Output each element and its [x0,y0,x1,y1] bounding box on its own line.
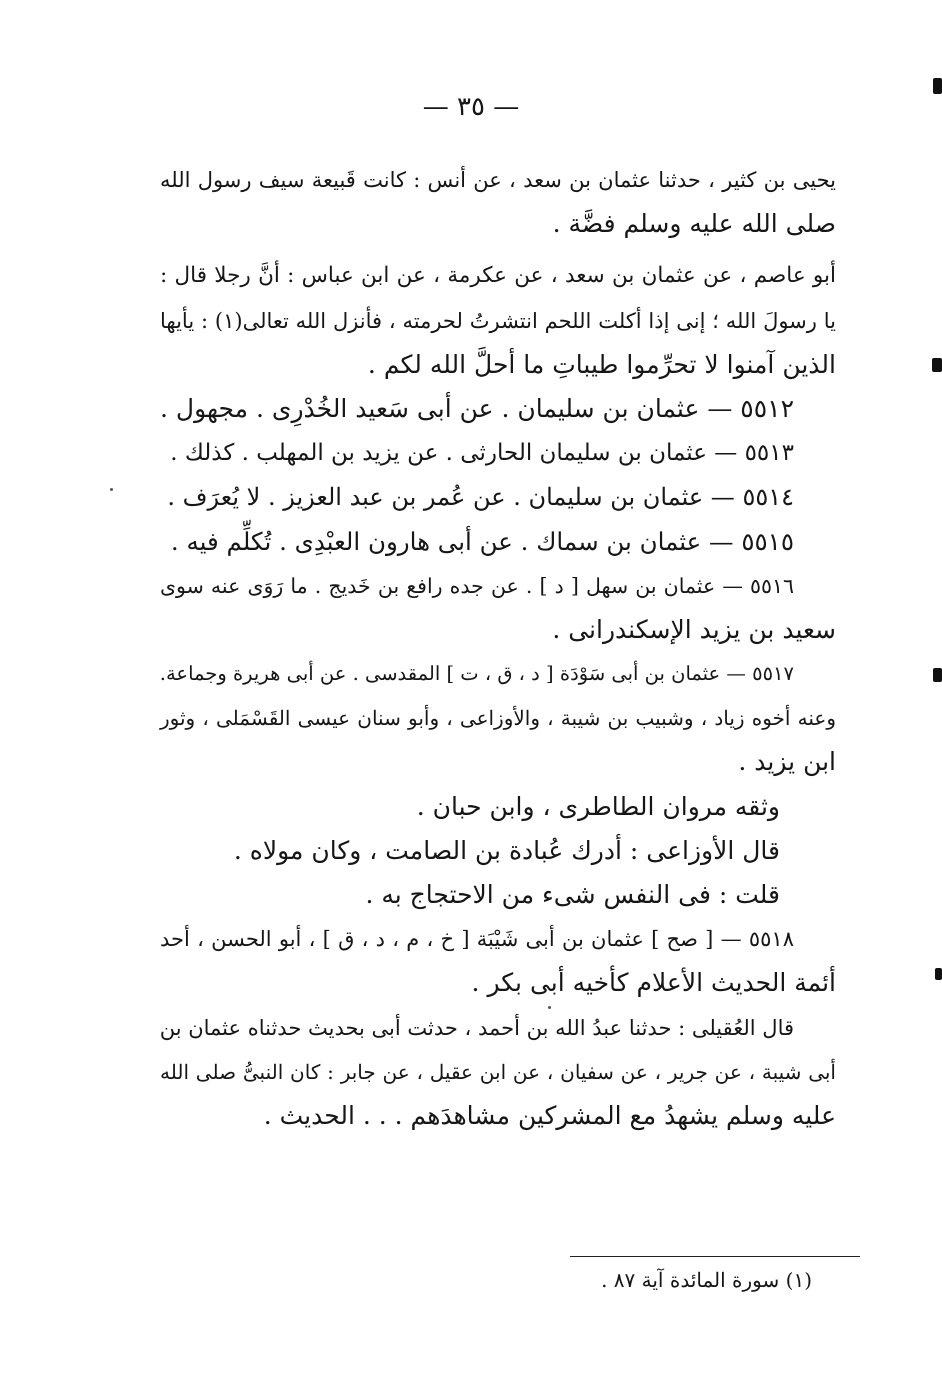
text-line: يحيى بن كثير ، حدثنا عثمان بن سعد ، عن أنس : كانت قَبيعة سيف رسول الله [160,168,836,192]
entry-5513: ٥٥١٣ — عثمان بن سليمان الحارثى . عن يزيد بن المهلب . كذلك . [170,440,794,467]
text-line: أبى شيبة ، عن جرير ، عن سفيان ، عن ابن عقيل ، عن جابر : كان النبىُّ صلى الله [160,1059,836,1084]
entry-5514: ٥٥١٤ — عثمان بن سليمان . عن عُمر بن عبد العزيز . لا يُعرَف . [167,483,794,512]
entry-5517: ٥٥١٧ — عثمان بن أبى سَوْدَة [ د ، ق ، ت ] المقدسى . عن أبى هريرة وجماعة. [159,662,794,686]
text-line: وثقه مروان الطاطرى ، وابن حبان . [416,791,780,821]
text-line: قلت : فى النفس شىء من الاحتجاج به . [365,880,780,909]
entry-5518: ٥٥١٨ — [ صح ] عثمان بن أبى شَيْبَة [ خ ، م ، د ، ق ] ، أبو الحسن ، أحد [160,927,794,952]
text-line: يا رسولَ الله ؛ إنى إذا أكلت اللحم انتشرتُ لحرمته ، فأنزل الله تعالى(١) : يأيها [160,308,836,333]
entry-5512: ٥٥١٢ — عثمان بن سليمان . عن أبى سَعيد الخُدْرِى . مجهول . [160,393,794,423]
text-line: عليه وسلم يشهدُ مع المشركين مشاهدَهم . . . الحديث . [263,1100,836,1130]
entry-5516: ٥٥١٦ — عثمان بن سهل [ د ] . عن جده رافع بن خَديج . ما رَوَى عنه سوى [160,573,794,598]
main-text [160,158,836,1138]
text-line: الذين آمنوا لا تحرِّموا طيباتِ ما أحلَّ الله لكم . [367,349,836,379]
text-line: أبو عاصم ، عن عثمان بن سعد ، عن عكرمة ، عن ابن عباس : أنَّ رجلا قال : [160,263,836,289]
text-line: سعيد بن يزيد الإسكندرانى . [552,614,836,644]
scan-edge-mark [935,968,942,980]
text-line: أئمة الحديث الأعلام كأخيه أبى بكر . [471,968,836,998]
scan-edge-mark [933,668,942,682]
text-line: صلى الله عليه وسلم فضَّة . [552,209,836,239]
text-line: قال العُقيلى : حدثنا عبدُ الله بن أحمد ، حدثت أبى بحديث حدثناه عثمان بن [159,1015,794,1040]
page-number: — ٣٥ — [422,92,520,122]
entry-5515: ٥٥١٥ — عثمان بن سماك . عن أبى هارون العبْدِى . تُكلِّم فيه . [170,526,794,556]
footnote-rule [570,1256,860,1257]
scan-speck [110,488,113,491]
text-line: قال الأوزاعى : أدرك عُبادة بن الصامت ، وكان مولاه . [233,835,780,865]
footnote: (١) سورة المائدة آية ٨٧ . [601,1268,812,1292]
text-line: وعنه أخوه زياد ، وشبيب بن شيبة ، والأوزاعى ، وأبو سنان عيسى القَسْمَلى ، وثور [160,706,836,731]
scan-edge-mark [932,358,942,372]
scan-edge-mark [933,78,942,94]
scan-speck [548,1006,551,1009]
text-line: ابن يزيد . [738,747,836,777]
